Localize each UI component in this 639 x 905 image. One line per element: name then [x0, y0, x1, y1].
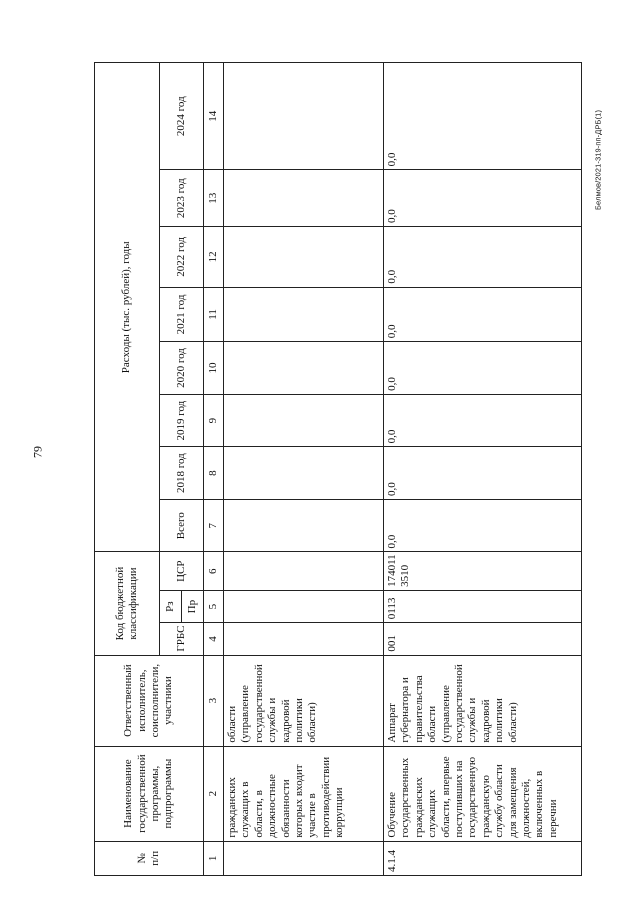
- cell-total: 0,0: [384, 499, 582, 552]
- col-number: 11: [204, 287, 224, 342]
- cell-rzpr: [224, 590, 384, 622]
- header-2022: 2022 год: [160, 227, 204, 288]
- header-csr: ЦСР: [160, 552, 204, 590]
- col-number: 3: [204, 655, 224, 746]
- cell-2021: [224, 287, 384, 342]
- cell-executor: области (управление государственной службы и кадровой политики области): [224, 655, 384, 746]
- header-2024: 2024 год: [160, 63, 204, 170]
- cell-2019: 0,0: [384, 394, 582, 447]
- cell-2018: [224, 447, 384, 500]
- cell-2022: 0,0: [384, 227, 582, 288]
- col-number: 1: [204, 841, 224, 875]
- cell-2023: 0,0: [384, 170, 582, 227]
- col-number: 2: [204, 746, 224, 841]
- col-number: 4: [204, 623, 224, 655]
- header-executor: Ответственный исполнитель, соисполнители, участники: [95, 655, 204, 746]
- col-number: 12: [204, 227, 224, 288]
- budget-table-wrapper: [94, 62, 582, 876]
- cell-csr: 174011 3510: [384, 552, 582, 590]
- cell-rzpr: 0113: [384, 590, 582, 622]
- header-grbs: ГРБС: [160, 623, 204, 655]
- col-number: 6: [204, 552, 224, 590]
- cell-num: [224, 841, 384, 875]
- cell-2020: 0,0: [384, 342, 582, 395]
- cell-executor: Аппарат губернатора и правительства области (управление государственной службы и кадровой политики области): [384, 655, 582, 746]
- col-number: 13: [204, 170, 224, 227]
- rotated-table-area: [94, 62, 639, 872]
- header-2021: 2021 год: [160, 287, 204, 342]
- col-number: 14: [204, 63, 224, 170]
- col-number: 5: [204, 590, 224, 622]
- header-rz: Рз: [160, 590, 182, 622]
- cell-total: [224, 499, 384, 552]
- document-footer: Белмов/2021-319-пп-ДРБ(1): [593, 109, 603, 211]
- cell-name: гражданских служащих в области, в должностные обязанности которых входит участие в противодействии коррупции: [224, 746, 384, 841]
- cell-2018: 0,0: [384, 447, 582, 500]
- table-row-continued: [224, 63, 384, 876]
- header-name: Наименование государственной программы, подпрограммы: [95, 746, 204, 841]
- cell-2021: 0,0: [384, 287, 582, 342]
- cell-2019: [224, 394, 384, 447]
- header-2020: 2020 год: [160, 342, 204, 395]
- cell-grbs: 001: [384, 623, 582, 655]
- cell-name: Обучение государственных гражданских служащих области, впервые поступивших на государственную гражданскую службу области для замещения должностей, включенных в перечни: [384, 746, 582, 841]
- col-number: 9: [204, 394, 224, 447]
- col-number: 7: [204, 499, 224, 552]
- header-2018: 2018 год: [160, 447, 204, 500]
- header-2023: 2023 год: [160, 170, 204, 227]
- cell-2024: 0,0: [384, 63, 582, 170]
- page-number: 79: [30, 446, 45, 458]
- column-number-row: [204, 63, 224, 876]
- cell-2024: [224, 63, 384, 170]
- header-expenses: Расходы (тыс. рублей), годы: [95, 63, 160, 553]
- header-row-1: [95, 63, 160, 876]
- header-pr: Пр: [182, 590, 204, 622]
- table-row-4-1-4: [384, 63, 582, 876]
- cell-csr: [224, 552, 384, 590]
- header-num: № п/п: [95, 841, 204, 875]
- col-number: 8: [204, 447, 224, 500]
- cell-2023: [224, 170, 384, 227]
- col-number: 10: [204, 342, 224, 395]
- budget-table: [94, 62, 582, 876]
- cell-grbs: [224, 623, 384, 655]
- header-total: Всего: [160, 499, 204, 552]
- cell-2022: [224, 227, 384, 288]
- header-budget-code: Код бюджетной классификации: [95, 552, 160, 655]
- cell-num: 4.1.4: [384, 841, 582, 875]
- cell-2020: [224, 342, 384, 395]
- header-2019: 2019 год: [160, 394, 204, 447]
